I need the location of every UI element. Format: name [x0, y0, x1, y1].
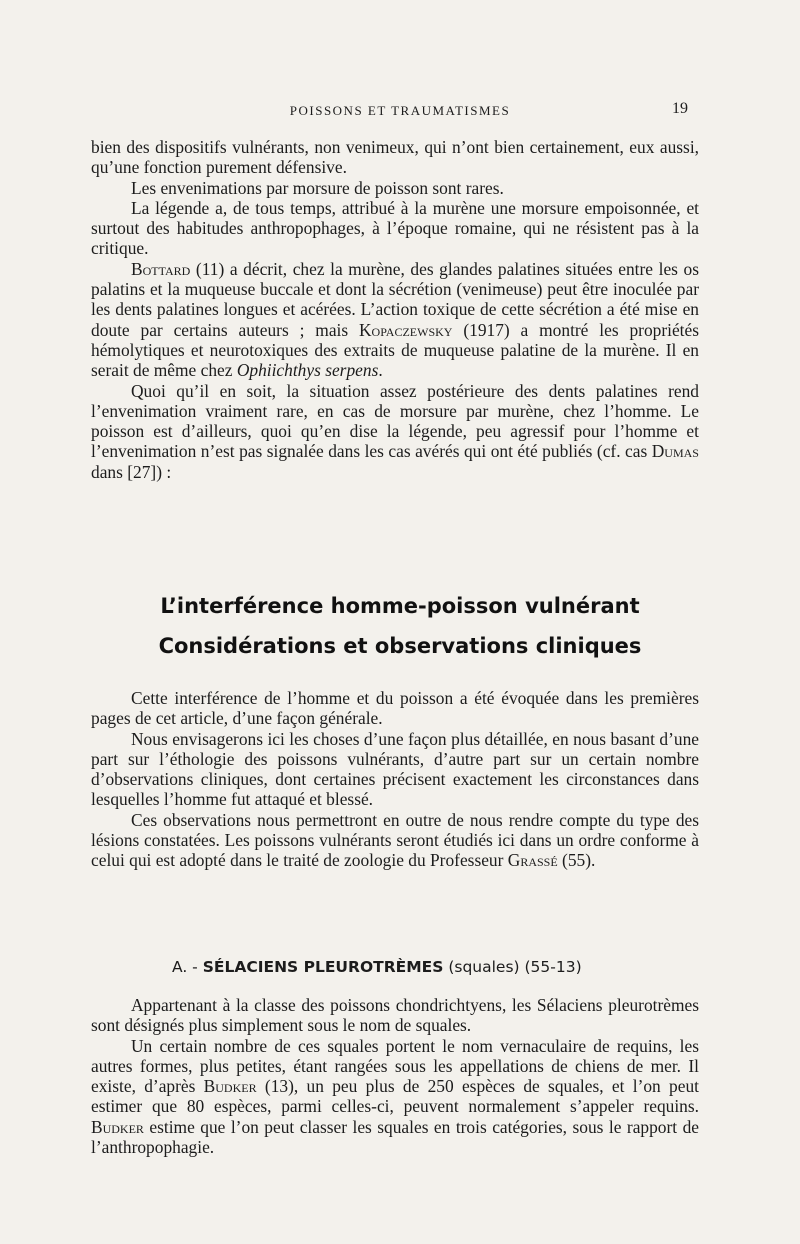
author-name: Dumas [651, 441, 699, 462]
author-name: Budker [203, 1076, 257, 1097]
subsection-heading [172, 958, 582, 976]
section-title-line-1: L’interférence homme-poisson vulnérant [160, 594, 640, 618]
subsection-prefix: A. - [172, 958, 203, 976]
text-run: (13), un peu plus de 250 espèces de squales, et l’on peut estimer que 80 espèces, parmi celles-ci, peuvent normalement s’appeler requins. [91, 1076, 699, 1117]
author-name: Kopaczewsky [359, 319, 453, 340]
paragraph: Appartenant à la classe des poissons chondrichtyens, les Sélaciens pleurotrèmes sont désignés plus simplement sous le nom de squales. [91, 995, 699, 1036]
paragraph [91, 810, 699, 871]
author-name: Grassé [507, 850, 558, 871]
subsection-suffix: (squales) (55-13) [443, 958, 582, 976]
paragraph [91, 1036, 699, 1158]
text-run: . [378, 360, 383, 381]
text-run: dans [27]) : [91, 461, 172, 482]
paragraph: La légende a, de tous temps, attribué à la murène une morsure empoisonnée, et surtout des habitudes anthropophages, à l’époque romaine, qui ne résistent pas à la critique. [91, 197, 699, 259]
paragraph: Cette interférence de l’homme et du poisson a été évoquée dans les premières pages de cet article, d’une façon générale. [91, 688, 699, 729]
section-text-block [91, 688, 699, 871]
paragraph: bien des dispositifs vulnérants, non venimeux, qui n’ont bien certainement, eux aussi, qu’une fonction purement défensive. [91, 137, 699, 178]
text-run: Un certain nombre de ces squales portent le nom vernaculaire de requins, les autres formes, plus petites, étant rangées sous les appellations de chiens de mer. Il existe, d’après [91, 1035, 699, 1097]
species-name: Ophiichthys serpens [236, 360, 379, 381]
paragraph: Nous envisagerons ici les choses d’une façon plus détaillée, en nous basant d’une part sur l’éthologie des poissons vulnérants, d’autre part sur un certain nombre d’observations cliniques, dont certaines précisent exactement les circonstances dans lesquelles l’homme fut attaqué et blessé. [91, 728, 699, 810]
author-name: Budker [91, 1116, 144, 1137]
text-run: (11) a décrit, chez la murène, des glandes palatines situées entre les os palatins et la muqueuse buccale et dont la sécrétion (venimeuse) peut être inoculée par les dents palatines longues et acérées. L’action toxique de cette sécrétion a été mise en doute par certains auteurs ; mais [91, 258, 699, 340]
author-name: Bottard [131, 258, 191, 279]
running-title: POISSONS ET TRAUMATISMES [289, 103, 511, 118]
paragraph [91, 259, 699, 381]
text-run: Quoi qu’il en soit, la situation assez postérieure des dents palatines rend l’envenimation vraiment rare, en cas de morsure par murène, chez l’homme. Le poisson est d’ailleurs, quoi qu’en dise la légende, peu agressif pour l’homme et l’envenimation n’est pas signalée dans les cas avérés qui ont été publiés (cf. cas [91, 380, 699, 462]
paragraph: Les envenimations par morsure de poisson sont rares. [131, 177, 504, 198]
page-number: 19 [672, 100, 688, 117]
section-title-line-2: Considérations et observations cliniques [158, 634, 642, 658]
text-run: Ces observations nous permettront en outre de nous rendre compte du type des lésions constatées. Les poissons vulnérants seront étudiés ici dans un ordre conforme à celui qui est adopté dans le traité de zoologie du Professeur [91, 809, 699, 871]
text-run: estime que l’on peut classer les squales en trois catégories, sous le rapport de l’anthropophagie. [91, 1116, 699, 1158]
subsection-text-block [91, 995, 699, 1157]
intro-text-block [91, 137, 699, 482]
subsection-title: SÉLACIENS PLEUROTRÈMES [202, 958, 444, 976]
text-run: (55). [557, 850, 596, 871]
text-run: (1917) a montré les propriétés hémolytiques et neurotoxiques des extraits de muqueuse palatine de la murène. Il en serait de même chez [91, 319, 699, 381]
paragraph [91, 381, 699, 482]
